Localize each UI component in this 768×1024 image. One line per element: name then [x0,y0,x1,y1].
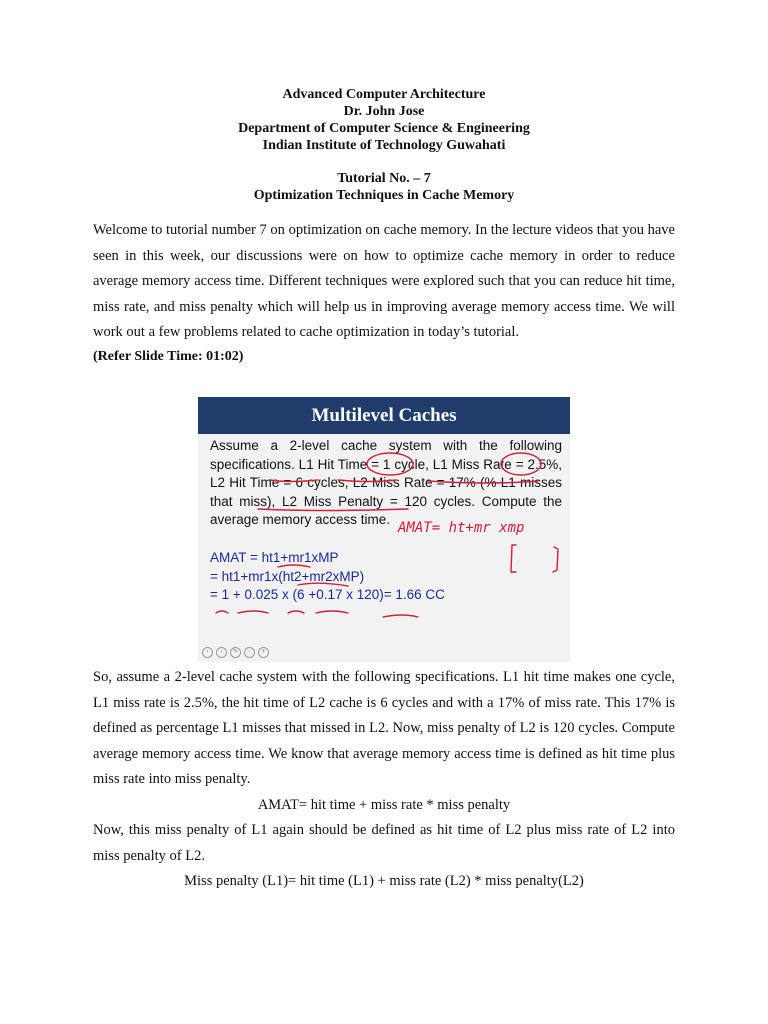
slide-title: Multilevel Caches [198,397,570,434]
circle-annotation [367,453,413,475]
slide-formula-line: = 1 + 0.025 x (6 +0.17 x 120)= 1.66 CC [210,587,445,602]
underline-annotation [298,583,348,586]
zoom-icon[interactable]: + [258,647,269,658]
document-page [93,86,675,368]
tutorial-title: Optimization Techniques in Cache Memory [253,188,515,203]
lecture-slide-image [198,397,570,662]
miss-penalty-paragraph: Now, this miss penalty of L1 again should be defined as hit time of L2 plus miss rate of L2 into miss penalty of L2. [93,822,675,864]
handwritten-note: AMAT= ht+mr xmp [398,520,525,536]
underline-annotation [316,611,348,613]
underline-annotation [428,481,538,483]
explanation-paragraph: So, assume a 2-level cache system with the following specifications. L1 hit time makes one cycle, L1 miss rate is 2.5%, the hit time of L2 cache is 6 cycles and with a 17% of miss rate. This 17% is defined as percentage L1 misses that missed in L2. Now, miss penalty of L2 is 120 cycles. Compute average memory access time. We know that average memory access time is defined as hit time plus miss rate into miss penalty. [93,669,675,787]
underline-annotation [338,480,396,482]
eraser-icon[interactable]: ◦ [244,647,255,658]
refer-slide-time: (Refer Slide Time: 01:02) [93,348,244,364]
document-page-continued [93,665,675,895]
instructor-name: Dr. John Jose [343,104,425,119]
forward-icon[interactable]: › [216,647,227,658]
underline-annotation [258,509,408,511]
underline-annotation [270,480,318,482]
underline-annotation [383,615,418,617]
slide-formula-line: = ht1+mr1x(ht2+mr2xMP) [210,568,365,584]
bracket-annotation [553,547,558,572]
slide-formula-line: AMAT = ht1+mr1xMP [210,550,339,565]
institute-name: Indian Institute of Technology Guwahati [262,138,506,153]
bracket-annotation [511,545,516,572]
handwritten-annotations [198,397,570,662]
circle-annotation [501,453,541,475]
tutorial-number: Tutorial No. – 7 [337,171,431,186]
underline-annotation [238,611,268,613]
slide-problem-text: Assume a 2-level cache system with the following specifications. L1 Hit Time = 1 cycle, L1 Miss Rate = 2.5%, L2 Hit Time = 6 cycles, L2 Miss Rate = 17% (% L1 misses that miss), L2 Miss Penalty = 120 cycles. Compute the average memory access time. [210,438,562,527]
department-name: Department of Computer Science & Engineering [238,121,530,136]
course-title: Advanced Computer Architecture [282,87,486,102]
document-header [93,86,675,204]
pen-icon[interactable]: ✎ [230,647,241,658]
amat-equation: AMAT= hit time + miss rate * miss penalty [257,796,511,813]
intro-paragraph: Welcome to tutorial number 7 on optimization on cache memory. In the lecture videos that you have seen in this week, our discussions were on how to optimize cache memory in order to reduce average memory access time. Different techniques were explored such that you can reduce hit time, miss rate, and miss penalty which will help us in improving average memory access time. We will work out a few problems related to cache optimization in today’s tutorial. [93,222,675,340]
back-icon[interactable]: ‹ [202,647,213,658]
slide-player-toolbar [202,647,269,658]
underline-annotation [288,611,304,613]
underline-annotation [216,611,228,613]
underline-annotation [278,565,310,567]
miss-penalty-equation: Miss penalty (L1)= hit time (L1) + miss rate (L2) * miss penalty(L2) [184,873,584,889]
